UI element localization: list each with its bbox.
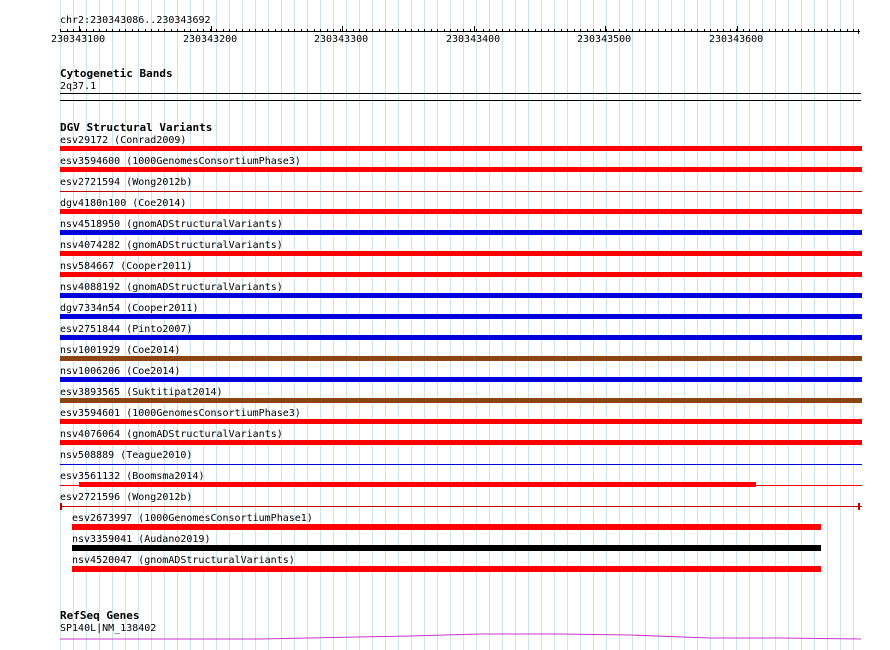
ruler-minor-tick [567,29,568,32]
ruler-minor-tick [535,29,536,32]
grid-line [307,0,308,650]
ruler-minor-tick [184,29,185,32]
variant-bar[interactable] [60,377,862,382]
grid-line [632,0,633,650]
ruler-minor-tick [197,29,198,32]
ruler-minor-tick [697,29,698,32]
ruler-minor-tick [671,29,672,32]
ruler-minor-tick [333,29,334,32]
variant-connector [60,485,862,486]
grid-line [671,0,672,650]
grid-line [593,0,594,650]
cytoband-track-title[interactable]: Cytogenetic Bands [60,67,173,80]
ruler-minor-tick [528,29,529,32]
variant-label[interactable]: nsv4088192 (gnomADStructuralVariants) [60,282,283,293]
ruler-minor-tick [145,29,146,32]
grid-line [736,0,737,650]
ruler-minor-tick [346,29,347,32]
ruler-minor-tick [769,29,770,32]
grid-line [424,0,425,650]
grid-line [476,0,477,650]
cytoband-band-top [60,93,861,94]
ruler-minor-tick [327,29,328,32]
ruler-minor-tick [476,29,477,32]
grid-line [645,0,646,650]
grid-line [567,0,568,650]
ruler-minor-tick [158,29,159,32]
ruler-minor-tick [99,29,100,32]
grid-line [385,0,386,650]
grid-line [372,0,373,650]
ruler-minor-tick [236,29,237,32]
ruler-minor-tick [424,29,425,32]
ruler-minor-tick [749,29,750,32]
ruler-minor-tick [834,29,835,32]
variant-bar[interactable] [60,335,862,340]
ruler-minor-tick [268,29,269,32]
ruler-minor-tick [249,29,250,32]
refseq-gene-label[interactable]: SP140L|NM_138402 [60,623,157,634]
variant-bar[interactable] [60,209,862,214]
variant-label[interactable]: nsv1006206 (Coe2014) [60,366,181,377]
ruler-tick-label: 230343500 [577,34,632,45]
ruler-minor-tick [639,29,640,32]
variant-bar[interactable] [60,191,862,192]
ruler-minor-tick [853,29,854,32]
grid-line [684,0,685,650]
ruler-minor-tick [132,29,133,32]
ruler-minor-tick [736,29,737,32]
ruler-minor-tick [593,29,594,32]
ruler-minor-tick [470,29,471,32]
ruler-minor-tick [431,29,432,32]
ruler-minor-tick [307,29,308,32]
grid-line [710,0,711,650]
grid-line [411,0,412,650]
variant-bracket-end [858,503,860,510]
grid-line [281,0,282,650]
variant-bar[interactable] [60,464,862,465]
grid-line [320,0,321,650]
grid-line [723,0,724,650]
grid-line [762,0,763,650]
ruler-minor-tick [795,29,796,32]
grid-line [502,0,503,650]
ruler-tick-label: 230343200 [183,34,238,45]
ruler-minor-tick [710,29,711,32]
ruler-minor-tick [210,29,211,32]
ruler-minor-tick [177,29,178,32]
ruler-minor-tick [106,29,107,32]
variant-label[interactable]: esv2721596 (Wong2012b) [60,492,193,503]
ruler-minor-tick [678,29,679,32]
ruler-minor-tick [288,29,289,32]
grid-line [814,0,815,650]
grid-line [255,0,256,650]
ruler-minor-tick [320,29,321,32]
variant-label[interactable]: esv2673997 (1000GenomesConsortiumPhase1) [72,513,313,524]
variant-label[interactable]: esv3594601 (1000GenomesConsortiumPhase3) [60,408,301,419]
ruler-tick-label: 230343100 [51,34,106,45]
grid-line [801,0,802,650]
ruler-minor-tick [255,29,256,32]
ruler-minor-tick [366,29,367,32]
variant-label[interactable]: esv3893565 (Suktitipat2014) [60,387,223,398]
ruler-minor-tick [229,29,230,32]
ruler-minor-tick [775,29,776,32]
ruler-minor-tick [619,29,620,32]
refseq-track-title[interactable]: RefSeq Genes [60,609,140,622]
ruler-minor-tick [86,29,87,32]
ruler-minor-tick [496,29,497,32]
ruler-minor-tick [450,29,451,32]
ruler-major-tick [342,26,343,32]
grid-line [606,0,607,650]
ruler-minor-tick [756,29,757,32]
ruler-minor-tick [457,29,458,32]
ruler-minor-tick [60,29,61,32]
grid-line [268,0,269,650]
ruler-minor-tick [548,29,549,32]
ruler-minor-tick [418,29,419,32]
grid-line [515,0,516,650]
grid-line [580,0,581,650]
grid-line [489,0,490,650]
variant-bar[interactable] [60,506,862,507]
grid-line [554,0,555,650]
grid-line [840,0,841,650]
grid-line [658,0,659,650]
ruler-minor-tick [840,29,841,32]
variant-bar[interactable] [60,251,862,256]
ruler-minor-tick [275,29,276,32]
ruler-minor-tick [190,29,191,32]
ruler-minor-tick [827,29,828,32]
variant-bar[interactable] [72,524,821,530]
ruler-minor-tick [411,29,412,32]
variant-label[interactable]: nsv3359041 (Audano2019) [72,534,211,545]
variant-bar[interactable] [60,230,862,235]
grid-line [619,0,620,650]
ruler-minor-tick [652,29,653,32]
ruler-minor-tick [112,29,113,32]
ruler-minor-tick [606,29,607,32]
variant-label[interactable]: esv3561132 (Boomsma2014) [60,471,205,482]
variant-label[interactable]: nsv4076064 (gnomADStructuralVariants) [60,429,283,440]
ruler-minor-tick [821,29,822,32]
grid-line [463,0,464,650]
ruler-minor-tick [242,29,243,32]
grid-line [333,0,334,650]
variant-bar[interactable] [60,146,862,151]
ruler-minor-tick [359,29,360,32]
grid-line [788,0,789,650]
ruler-minor-tick [613,29,614,32]
grid-line [242,0,243,650]
ruler-minor-tick [80,29,81,32]
ruler-minor-tick [587,29,588,32]
ruler-minor-tick [372,29,373,32]
ruler-minor-tick [314,29,315,32]
ruler-tick-label: 230343600 [709,34,764,45]
variant-bracket-end [60,503,62,510]
ruler-tick-label: 230343400 [446,34,501,45]
ruler-minor-tick [125,29,126,32]
cytoband-label[interactable]: 2q37.1 [60,81,97,92]
variant-label[interactable]: esv3594600 (1000GenomesConsortiumPhase3) [60,156,301,167]
ruler-minor-tick [600,29,601,32]
grid-line [827,0,828,650]
ruler-minor-tick [379,29,380,32]
grid-line [450,0,451,650]
ruler-minor-tick [405,29,406,32]
ruler-minor-tick [392,29,393,32]
ruler-minor-tick [658,29,659,32]
ruler-minor-tick [353,29,354,32]
grid-line [294,0,295,650]
ruler-minor-tick [574,29,575,32]
variant-label[interactable]: nsv4518950 (gnomADStructuralVariants) [60,219,283,230]
variant-label[interactable]: dgv4180n100 (Coe2014) [60,198,187,209]
ruler-minor-tick [808,29,809,32]
grid-line [528,0,529,650]
ruler-minor-tick [814,29,815,32]
ruler-minor-tick [509,29,510,32]
grid-line [398,0,399,650]
ruler-major-tick [474,26,475,32]
ruler-minor-tick [704,29,705,32]
grid-line [216,0,217,650]
variant-bar[interactable] [60,419,862,424]
grid-line [437,0,438,650]
ruler-tick-label: 230343300 [314,34,369,45]
ruler-end-arrow [858,29,859,34]
variant-label[interactable]: esv29172 (Conrad2009) [60,135,187,146]
grid-line [203,0,204,650]
grid-line [541,0,542,650]
ruler-minor-tick [717,29,718,32]
ruler-minor-tick [691,29,692,32]
ruler-minor-tick [515,29,516,32]
variant-label[interactable]: nsv508889 (Teague2010) [60,450,193,461]
variant-label[interactable]: nsv4074282 (gnomADStructuralVariants) [60,240,283,251]
variant-label[interactable]: nsv4520047 (gnomADStructuralVariants) [72,555,295,566]
ruler-minor-tick [437,29,438,32]
dgv-track-title[interactable]: DGV Structural Variants [60,121,213,134]
ruler-minor-tick [340,29,341,32]
ruler-minor-tick [93,29,94,32]
ruler-minor-tick [203,29,204,32]
variant-label[interactable]: nsv584667 (Cooper2011) [60,261,193,272]
variant-label[interactable]: esv2751844 (Pinto2007) [60,324,193,335]
ruler-minor-tick [723,29,724,32]
ruler-minor-tick [502,29,503,32]
ruler-minor-tick [580,29,581,32]
ruler-minor-tick [262,29,263,32]
ruler-minor-tick [626,29,627,32]
ruler-minor-tick [151,29,152,32]
ruler-minor-tick [171,29,172,32]
variant-bar[interactable] [60,167,862,172]
ruler-minor-tick [743,29,744,32]
grid-line [697,0,698,650]
variant-label[interactable]: esv2721594 (Wong2012b) [60,177,193,188]
ruler-minor-tick [541,29,542,32]
ruler-minor-tick [632,29,633,32]
variant-bar[interactable] [60,272,862,277]
ruler-minor-tick [73,29,74,32]
grid-line [359,0,360,650]
variant-bar[interactable] [60,356,862,361]
cytoband-band-bottom [60,100,861,101]
ruler-minor-tick [483,29,484,32]
ruler-minor-tick [164,29,165,32]
ruler-minor-tick [463,29,464,32]
variant-bar[interactable] [72,566,821,572]
ruler-minor-tick [782,29,783,32]
position-label: chr2:230343086..230343692 [60,15,211,26]
ruler-minor-tick [216,29,217,32]
ruler-minor-tick [561,29,562,32]
grid-line [775,0,776,650]
variant-bar[interactable] [60,398,862,403]
ruler-minor-tick [762,29,763,32]
variant-bar[interactable] [72,545,821,551]
grid-line [853,0,854,650]
variant-label[interactable]: dgv7334n54 (Cooper2011) [60,303,199,314]
grid-line [229,0,230,650]
ruler-minor-tick [138,29,139,32]
ruler-minor-tick [645,29,646,32]
variant-bar[interactable] [60,440,862,445]
ruler-minor-tick [489,29,490,32]
ruler-major-tick [211,26,212,32]
variant-bar[interactable] [60,293,862,298]
ruler-minor-tick [684,29,685,32]
ruler-minor-tick [294,29,295,32]
ruler-minor-tick [847,29,848,32]
ruler-minor-tick [788,29,789,32]
ruler-minor-tick [398,29,399,32]
ruler-minor-tick [281,29,282,32]
ruler-minor-tick [665,29,666,32]
ruler-line [60,31,860,32]
ruler-minor-tick [801,29,802,32]
ruler-minor-tick [730,29,731,32]
variant-label[interactable]: nsv1001929 (Coe2014) [60,345,181,356]
variant-bar[interactable] [60,314,862,319]
ruler-minor-tick [119,29,120,32]
ruler-minor-tick [522,29,523,32]
ruler-major-tick [737,26,738,32]
grid-line [749,0,750,650]
ruler-minor-tick [67,29,68,32]
grid-line [346,0,347,650]
refseq-gene-model[interactable] [60,630,862,644]
ruler-minor-tick [554,29,555,32]
ruler-minor-tick [385,29,386,32]
ruler-minor-tick [301,29,302,32]
ruler-minor-tick [444,29,445,32]
ruler-minor-tick [223,29,224,32]
